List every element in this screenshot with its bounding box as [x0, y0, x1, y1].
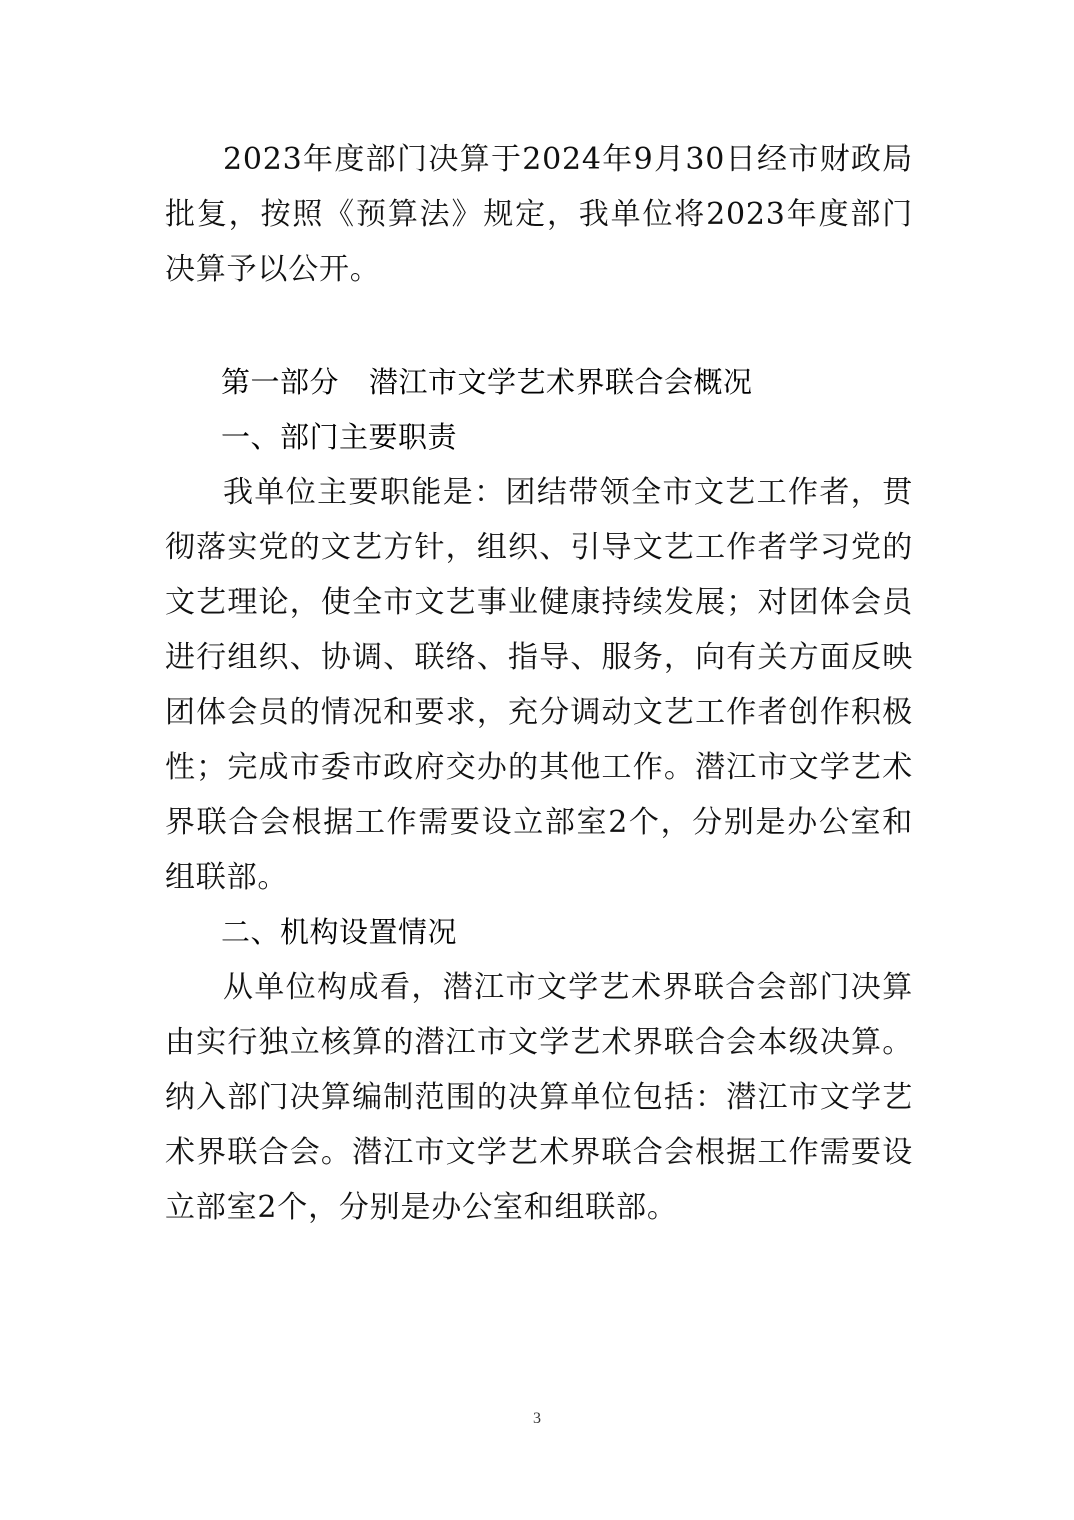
section-body-organization: 从单位构成看，潜江市文学艺术界联合会部门决算由实行独立核算的潜江市文学艺术界联合会本级决算。纳入部门决算编制范围的决算单位包括：潜江市文学艺术界联合会。潜江市文学艺术界联合会根据工作需要设立部室2个，分别是办公室和组联部。: [165, 970, 913, 1225]
section-heading-duties: 一、部门主要职责: [221, 420, 458, 454]
part-heading: [165, 355, 913, 410]
section-heading-organization: 二、机构设置情况: [221, 915, 458, 949]
document-body: [165, 132, 913, 1235]
page-number: 3: [533, 1410, 541, 1427]
part-heading-label: 第一部分: [221, 365, 340, 399]
intro-paragraph: 2023年度部门决算于2024年9月30日经市财政局批复，按照《预算法》规定，我单位将2023年度部门决算予以公开。: [165, 142, 913, 287]
part-heading-title: 潜江市文学艺术界联合会概况: [369, 365, 753, 399]
section-body-duties: 我单位主要职能是：团结带领全市文艺工作者，贯彻落实党的文艺方针，组织、引导文艺工作者学习党的文艺理论，使全市文艺事业健康持续发展；对团体会员进行组织、协调、联络、指导、服务，向有关方面反映团体会员的情况和要求，充分调动文艺工作者创作积极性；完成市委市政府交办的其他工作。潜江市文学艺术界联合会根据工作需要设立部室2个，分别是办公室和组联部。: [165, 475, 913, 895]
